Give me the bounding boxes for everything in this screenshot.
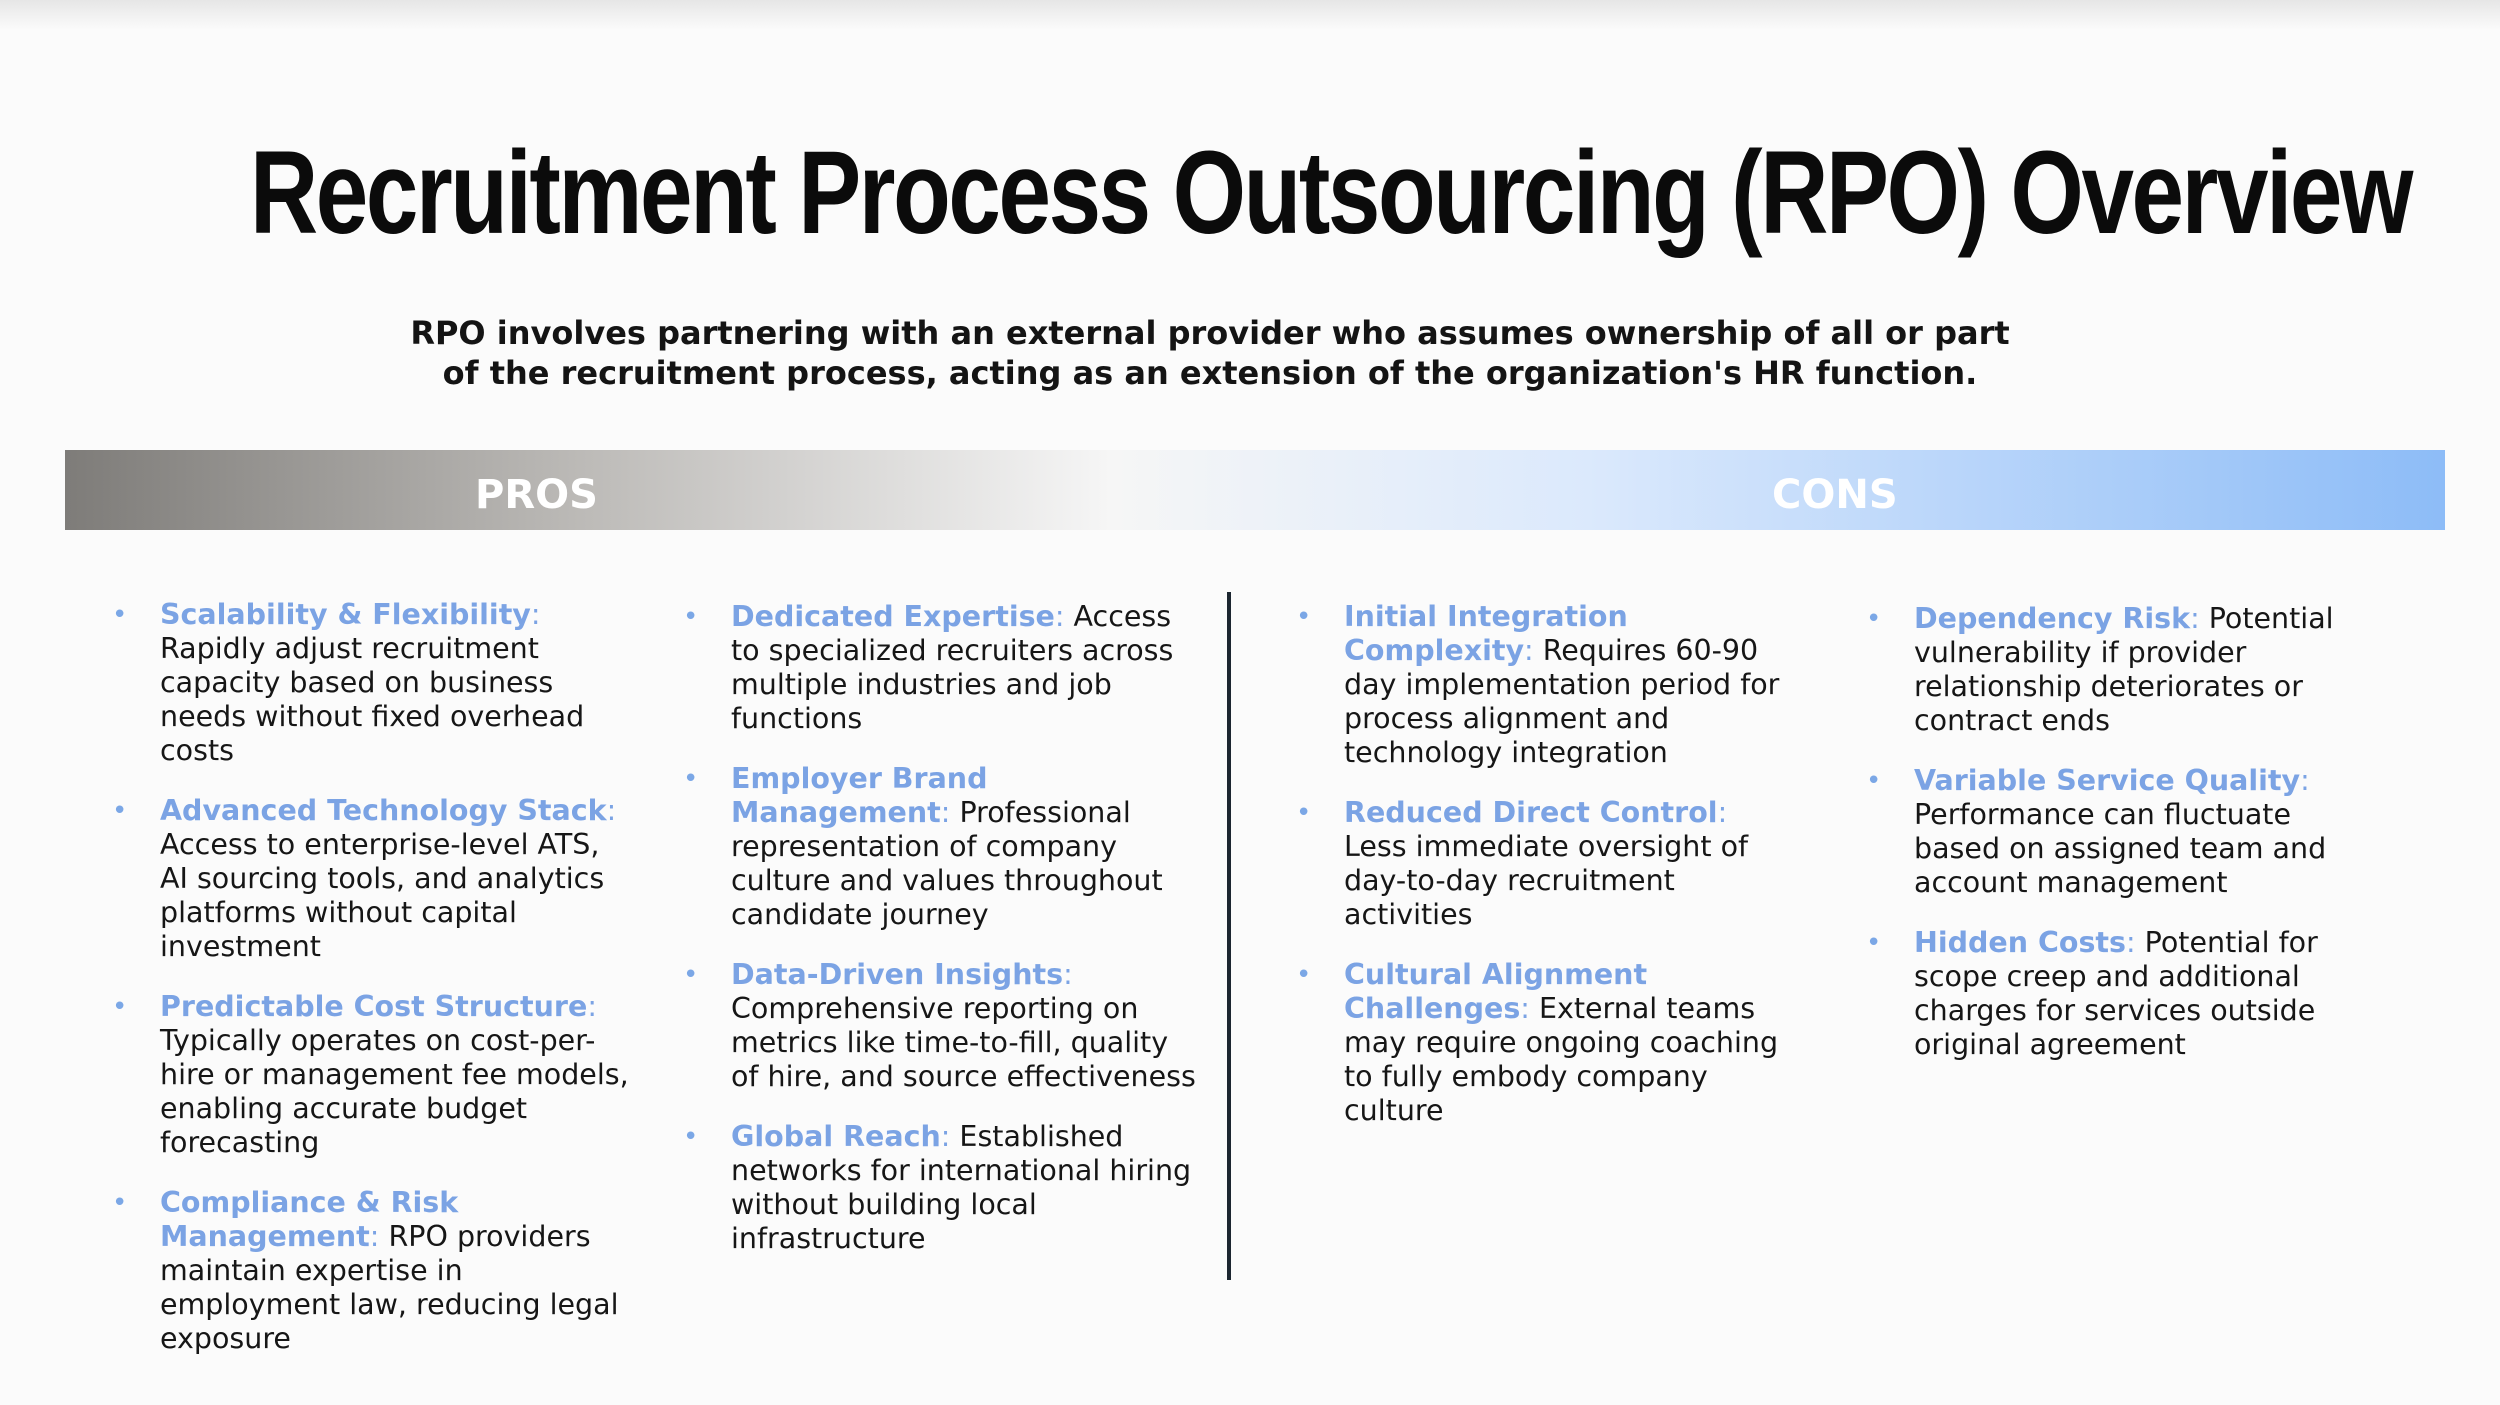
bullet-icon: • bbox=[1866, 928, 1882, 958]
item-heading: Dedicated Expertise bbox=[731, 600, 1055, 633]
bullet-icon: • bbox=[683, 764, 699, 794]
page-subtitle: RPO involves partnering with an external provider who assumes ownership of all or part of the recruitment process, acting as an extension of the organization's HR function. bbox=[410, 314, 2010, 392]
list-item bbox=[1296, 796, 1796, 932]
item-heading: Data-Driven Insights bbox=[731, 958, 1064, 991]
item-text: Performance can fluctuate based on assigned team and account management bbox=[1914, 798, 2327, 899]
item-heading: Cultural Alignment Challenges bbox=[1344, 958, 1648, 1025]
bullet-icon: • bbox=[1866, 766, 1882, 796]
item-text: RPO providers maintain expertise in employment law, reducing legal exposure bbox=[160, 1220, 619, 1355]
item-text: Potential for scope creep and additional charges for services outside original agreement bbox=[1914, 926, 2318, 1061]
cons-column-2 bbox=[1866, 602, 2386, 1088]
item-text: Less immediate oversight of day-to-day recruitment activities bbox=[1344, 830, 1749, 931]
bullet-icon: • bbox=[1296, 960, 1312, 990]
pros-list-2 bbox=[683, 600, 1203, 1256]
bullet-icon: • bbox=[1866, 604, 1882, 634]
list-item bbox=[1866, 926, 2386, 1062]
cons-heading: CONS bbox=[1772, 472, 1898, 518]
item-heading: Employer Brand Management bbox=[731, 762, 988, 829]
item-colon: : bbox=[2300, 764, 2310, 797]
bullet-icon: • bbox=[1296, 602, 1312, 632]
top-shadow bbox=[0, 0, 2500, 30]
bullet-icon: • bbox=[683, 1122, 699, 1152]
list-item bbox=[112, 794, 632, 964]
item-colon: : bbox=[530, 598, 541, 631]
item-colon: : bbox=[369, 1220, 380, 1253]
item-text: Comprehensive reporting on metrics like time-to-fill, quality of hire, and source effectiveness bbox=[731, 992, 1196, 1093]
list-item bbox=[683, 958, 1203, 1094]
list-item bbox=[1296, 958, 1796, 1128]
item-colon: : bbox=[1054, 600, 1065, 633]
pros-column-2 bbox=[683, 600, 1203, 1282]
bullet-icon: • bbox=[1296, 798, 1312, 828]
list-item bbox=[1866, 764, 2386, 900]
pros-heading: PROS bbox=[475, 472, 598, 518]
cons-list-1 bbox=[1296, 600, 1796, 1128]
item-text: External teams may require ongoing coaching to fully embody company culture bbox=[1344, 992, 1779, 1127]
cons-column-1 bbox=[1296, 600, 1796, 1154]
item-heading: Predictable Cost Structure bbox=[160, 990, 588, 1023]
item-colon: : bbox=[940, 796, 951, 829]
item-colon: : bbox=[1063, 958, 1073, 991]
item-text: Access to enterprise-level ATS, AI sourcing tools, and analytics platforms without capital investment bbox=[160, 828, 605, 963]
item-text: Typically operates on cost-per-hire or management fee models, enabling accurate budget forecasting bbox=[160, 1024, 629, 1159]
item-heading: Hidden Costs bbox=[1914, 926, 2127, 959]
item-colon: : bbox=[940, 1120, 951, 1153]
list-item bbox=[1296, 600, 1796, 770]
item-colon: : bbox=[606, 794, 617, 827]
bullet-icon: • bbox=[683, 602, 699, 632]
item-colon: : bbox=[1717, 796, 1728, 829]
item-heading: Initial Integration Complexity bbox=[1344, 600, 1628, 667]
item-heading: Variable Service Quality bbox=[1914, 764, 2301, 797]
item-heading: Global Reach bbox=[731, 1120, 941, 1153]
item-text: Requires 60-90 day implementation period for process alignment and technology integration bbox=[1344, 634, 1780, 769]
bullet-icon: • bbox=[112, 600, 128, 630]
item-colon: : bbox=[587, 990, 597, 1023]
list-item bbox=[683, 600, 1203, 736]
item-text: Professional representation of company culture and values throughout candidate journey bbox=[731, 796, 1163, 931]
item-colon: : bbox=[2126, 926, 2136, 959]
item-heading: Reduced Direct Control bbox=[1344, 796, 1718, 829]
list-item bbox=[683, 762, 1203, 932]
pros-column-1 bbox=[112, 598, 632, 1382]
bullet-icon: • bbox=[683, 960, 699, 990]
list-item bbox=[112, 598, 632, 768]
item-heading: Dependency Risk bbox=[1914, 602, 2191, 635]
list-item bbox=[1866, 602, 2386, 738]
list-item bbox=[112, 990, 632, 1160]
pros-cons-header-band bbox=[65, 450, 2445, 530]
cons-list-2 bbox=[1866, 602, 2386, 1062]
item-colon: : bbox=[1520, 992, 1530, 1025]
bullet-icon: • bbox=[112, 796, 128, 826]
item-colon: : bbox=[1524, 634, 1534, 667]
list-item bbox=[683, 1120, 1203, 1256]
page-title: Recruitment Process Outsourcing (RPO) Overview bbox=[250, 127, 2412, 259]
list-item bbox=[112, 1186, 632, 1356]
item-text: Rapidly adjust recruitment capacity based on business needs without fixed overhead costs bbox=[160, 632, 585, 767]
bullet-icon: • bbox=[112, 1188, 128, 1218]
bullet-icon: • bbox=[112, 992, 128, 1022]
column-divider bbox=[1227, 592, 1231, 1280]
item-text: Access to specialized recruiters across multiple industries and job functions bbox=[731, 600, 1174, 735]
item-text: Established networks for international hiring without building local infrastructure bbox=[731, 1120, 1192, 1255]
item-heading: Scalability & Flexibility bbox=[160, 598, 531, 631]
item-heading: Advanced Technology Stack bbox=[160, 794, 607, 827]
item-text: Potential vulnerability if provider relationship deteriorates or contract ends bbox=[1914, 602, 2334, 737]
pros-list-1 bbox=[112, 598, 632, 1356]
item-colon: : bbox=[2190, 602, 2200, 635]
item-heading: Compliance & Risk Management bbox=[160, 1186, 459, 1253]
